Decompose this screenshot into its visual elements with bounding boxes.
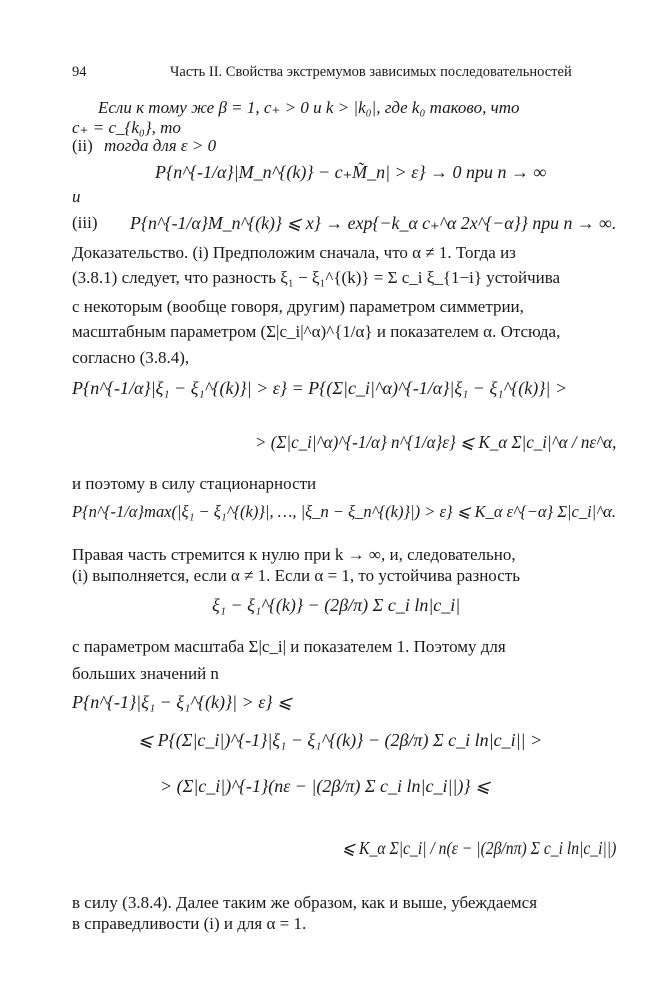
text-line-2: c₊ = c_{k₀}, то <box>72 118 181 137</box>
conjunction-and: и <box>72 187 81 206</box>
proof-line-5: согласно (3.8.4), <box>72 348 190 367</box>
proof-line-4: масштабным параметром (Σ|c_i|^α)^{1/α} и показателем α. Отсюда, <box>72 322 561 341</box>
paragraph-2-line-1: Правая часть стремится к нулю при k → ∞, и, следовательно, <box>72 545 516 564</box>
equation-d-line-2: ⩽ P{(Σ|c_i|)^{-1}|ξ₁ − ξ₁^{(k)} − (2β/π) Σ c_i ln|c_i|| > <box>138 730 543 750</box>
item-ii-text: тогда для ε > 0 <box>104 136 217 155</box>
equation-d-line-3: > (Σ|c_i|)^{-1}(nε − |(2β/π) Σ c_i ln|c_i||)} ⩽ <box>160 776 491 796</box>
proof-line-3: с некоторым (вообще говоря, другим) параметром симметрии, <box>72 297 524 316</box>
stationarity-line: и поэтому в силу стационарности <box>72 474 317 493</box>
equation-ii: P{n^{-1/α}|M_n^{(k)} − c₊M̃_n| > ε} → 0 при n → ∞ <box>155 162 547 182</box>
paragraph-2-line-2: (i) выполняется, если α ≠ 1. Если α = 1, то устойчива разность <box>72 566 520 585</box>
paragraph-4-line-2: в справедливости (i) и для α = 1. <box>72 914 307 933</box>
equation-d-line-4: ⩽ K_α Σ|c_i| / n(ε − |(2β/nπ) Σ c_i ln|c_i||) <box>342 838 617 858</box>
page-number: 94 <box>72 64 87 80</box>
paragraph-4-line-1: в силу (3.8.4). Далее таким же образом, как и выше, убеждаемся <box>72 893 538 912</box>
item-iii-label: (iii) <box>72 213 98 232</box>
equation-b: P{n^{-1/α}max(|ξ₁ − ξ₁^{(k)}|, …, |ξ_n − ξ_n^{(k)}|) > ε} ⩽ K_α ε^{−α} Σ|c_i|^α. <box>72 502 616 521</box>
proof-line-1: Доказательство. (i) Предположим сначала, что α ≠ 1. Тогда из <box>72 243 516 262</box>
equation-iii: P{n^{-1/α}M_n^{(k)} ⩽ x} → exp{−k_α c₊^α 2x^{−α}} при n → ∞. <box>130 213 617 233</box>
proof-line-2: (3.8.1) следует, что разность ξ₁ − ξ₁^{(k)} = Σ c_i ξ_{1−i} устойчива <box>72 268 561 287</box>
text-line-1: Если к тому же β = 1, c₊ > 0 и k > |k₀|, где k₀ таково, что <box>98 98 520 117</box>
equation-a-line-1: P{n^{-1/α}|ξ₁ − ξ₁^{(k)}| > ε} = P{(Σ|c_i|^α)^{-1/α}|ξ₁ − ξ₁^{(k)}| > <box>72 378 567 398</box>
equation-a-line-2: > (Σ|c_i|^α)^{-1/α} n^{1/α}ε} ⩽ K_α Σ|c_i|^α / nε^α, <box>255 432 617 452</box>
equation-c: ξ₁ − ξ₁^{(k)} − (2β/π) Σ c_i ln|c_i| <box>212 595 461 615</box>
item-ii-label: (ii) <box>72 136 93 155</box>
paragraph-3-line-1: с параметром масштаба Σ|c_i| и показателем 1. Поэтому для <box>72 637 506 656</box>
running-title: Часть II. Свойства экстремумов зависимых последовательностей <box>170 64 572 80</box>
paragraph-3-line-2: больших значений n <box>72 664 219 683</box>
equation-d-line-1: P{n^{-1}|ξ₁ − ξ₁^{(k)}| > ε} ⩽ <box>72 692 293 712</box>
